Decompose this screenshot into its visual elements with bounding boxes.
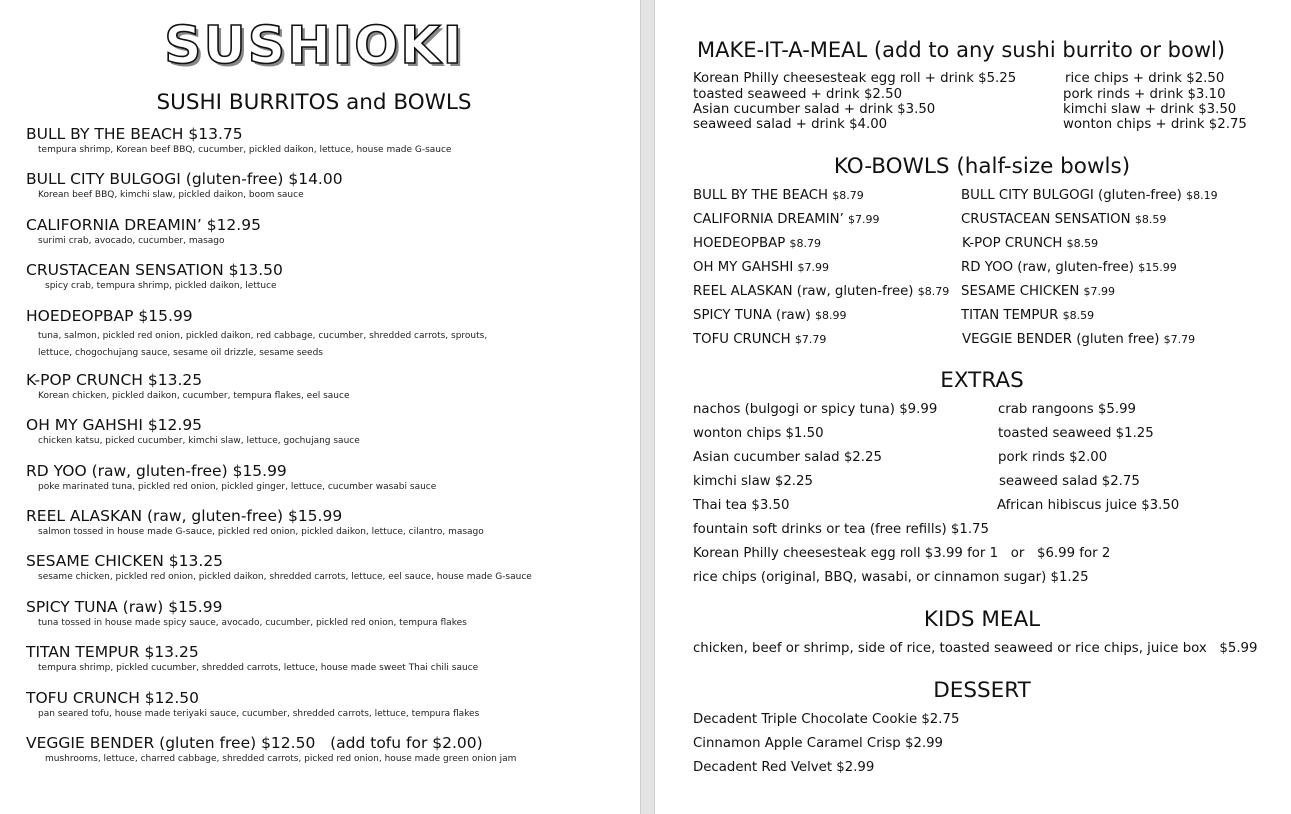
kobowl-name: SESAME CHICKEN bbox=[961, 284, 1080, 299]
kobowl-name: K-POP CRUNCH bbox=[962, 236, 1063, 251]
menu-item bbox=[26, 306, 487, 360]
extra-item: Thai tea $3.50 bbox=[693, 498, 790, 513]
kobowl-price: $7.79 bbox=[1163, 333, 1196, 346]
item-name: CRUSTACEAN SENSATION $13.50 bbox=[26, 261, 283, 279]
kobowl-price: $7.99 bbox=[797, 261, 830, 274]
extra-item: pork rinds $2.00 bbox=[998, 450, 1108, 465]
menu-item bbox=[26, 169, 343, 202]
kobowl-price: $8.59 bbox=[1066, 237, 1099, 250]
item-description: sesame chicken, pickled red onion, pickled daikon, shredded carrots, lettuce, eel sauce, house made G-sauce bbox=[38, 572, 532, 582]
kobowl-item bbox=[961, 308, 1094, 324]
item-description: tempura shrimp, Korean beef BBQ, cucumber, pickled daikon, lettuce, house made G-sauce bbox=[38, 145, 452, 155]
kobowl-item bbox=[693, 236, 821, 252]
extra-item: crab rangoons $5.99 bbox=[998, 402, 1136, 417]
extra-item: kimchi slaw $2.25 bbox=[693, 474, 813, 489]
kobowl-name: HOEDEOPBAP bbox=[693, 236, 786, 251]
kobowl-name: TITAN TEMPUR bbox=[961, 308, 1059, 323]
item-description: tempura shrimp, pickled cucumber, shredded carrots, lettuce, house made sweet Thai chili sauce bbox=[38, 663, 479, 673]
kobowl-item bbox=[961, 212, 1166, 228]
item-name: BULL CITY BULGOGI (gluten-free) $14.00 bbox=[26, 170, 343, 188]
kobowl-price: $15.99 bbox=[1138, 261, 1177, 274]
extra-item: seaweed salad $2.75 bbox=[999, 474, 1140, 489]
kobowl-item bbox=[693, 332, 826, 348]
meal-item: kimchi slaw + drink $3.50 bbox=[1063, 102, 1237, 117]
kobowl-item bbox=[693, 260, 829, 276]
kobowl-name: BULL BY THE BEACH bbox=[693, 188, 829, 203]
item-description: mushrooms, lettuce, charred cabbage, shredded carrots, picked red onion, house made green onion jam bbox=[45, 754, 517, 764]
kobowl-item bbox=[693, 308, 847, 324]
meal-item: wonton chips + drink $2.75 bbox=[1063, 117, 1247, 132]
menu-item bbox=[26, 260, 283, 293]
kobowl-item bbox=[961, 188, 1218, 204]
section-title-kids: KIDS MEAL bbox=[923, 607, 1041, 632]
item-name: RD YOO (raw, gluten-free) $15.99 bbox=[26, 462, 287, 480]
menu-item bbox=[26, 461, 436, 494]
menu-item bbox=[26, 642, 478, 675]
item-description: pan seared tofu, house made teriyaki sauce, cucumber, shredded carrots, lettuce, tempura flakes bbox=[38, 709, 480, 719]
kobowl-name: CALIFORNIA DREAMIN’ bbox=[693, 212, 844, 227]
page-right bbox=[655, 0, 1291, 814]
dessert-item: Cinnamon Apple Caramel Crisp $2.99 bbox=[693, 736, 944, 751]
item-description: surimi crab, avocado, cucumber, masago bbox=[38, 236, 225, 246]
meal-item: Asian cucumber salad + drink $3.50 bbox=[693, 102, 936, 117]
section-title-extras: EXTRAS bbox=[940, 368, 1024, 393]
extra-item: African hibiscus juice $3.50 bbox=[997, 498, 1180, 513]
meal-item: Korean Philly cheesesteak egg roll + drink $5.25 bbox=[693, 71, 1017, 86]
dessert-item: Decadent Triple Chocolate Cookie $2.75 bbox=[693, 712, 960, 727]
kobowl-item bbox=[693, 188, 864, 204]
item-name: OH MY GAHSHI $12.95 bbox=[26, 416, 203, 434]
item-name: SPICY TUNA (raw) $15.99 bbox=[26, 598, 223, 616]
extra-item: toasted seaweed $1.25 bbox=[998, 426, 1154, 441]
meal-item: pork rinds + drink $3.10 bbox=[1063, 87, 1226, 102]
item-name: VEGGIE BENDER (gluten free) $12.50 (add tofu for $2.00) bbox=[26, 734, 483, 752]
menu-item bbox=[26, 597, 467, 630]
kobowl-name: TOFU CRUNCH bbox=[693, 332, 791, 347]
menu-item bbox=[26, 551, 532, 584]
page-gutter bbox=[640, 0, 655, 814]
menu-item bbox=[26, 415, 360, 448]
kobowl-name: BULL CITY BULGOGI (gluten-free) bbox=[961, 188, 1182, 203]
kobowl-price: $8.79 bbox=[789, 237, 821, 250]
kobowl-price: $7.99 bbox=[848, 213, 880, 226]
item-description: Korean beef BBQ, kimchi slaw, pickled daikon, boom sauce bbox=[38, 190, 304, 200]
section-title-meal: MAKE-IT-A-MEAL (add to any sushi burrito or bowl) bbox=[697, 38, 1226, 62]
section-title-burritos: SUSHI BURRITOS and BOWLS bbox=[156, 90, 472, 115]
extra-item: wonton chips $1.50 bbox=[693, 426, 824, 441]
section-title-dessert: DESSERT bbox=[933, 678, 1031, 703]
kids-meal-line: chicken, beef or shrimp, side of rice, toasted seaweed or rice chips, juice box $5.99 bbox=[693, 641, 1258, 656]
brand-logo-title: SUSHIOKI bbox=[164, 16, 464, 76]
item-description: spicy crab, tempura shrimp, pickled daikon, lettuce bbox=[45, 281, 277, 291]
kobowl-price: $8.79 bbox=[832, 189, 864, 202]
kobowl-item bbox=[961, 260, 1177, 276]
extra-item: Asian cucumber salad $2.25 bbox=[693, 450, 882, 465]
item-description: chicken katsu, picked cucumber, kimchi slaw, lettuce, gochujang sauce bbox=[38, 436, 360, 446]
kobowl-name: RD YOO (raw, gluten-free) bbox=[961, 260, 1134, 275]
kobowl-name: OH MY GAHSHI bbox=[693, 260, 794, 275]
item-name: REEL ALASKAN (raw, gluten-free) $15.99 bbox=[26, 507, 343, 525]
item-description: Korean chicken, pickled daikon, cucumber, tempura flakes, eel sauce bbox=[38, 391, 350, 401]
item-name: K-POP CRUNCH $13.25 bbox=[26, 371, 203, 389]
kobowl-price: $8.59 bbox=[1062, 309, 1095, 322]
item-name: TOFU CRUNCH $12.50 bbox=[26, 689, 200, 707]
extra-item-full: rice chips (original, BBQ, wasabi, or cinnamon sugar) $1.25 bbox=[693, 570, 1089, 585]
kobowl-item bbox=[962, 332, 1195, 348]
meal-item: seaweed salad + drink $4.00 bbox=[693, 117, 888, 132]
menu-item bbox=[26, 370, 350, 403]
kobowl-item bbox=[693, 212, 880, 228]
item-name: CALIFORNIA DREAMIN’ $12.95 bbox=[26, 216, 261, 234]
item-description-continued: lettuce, chogochujang sauce, sesame oil drizzle, sesame seeds bbox=[38, 348, 323, 358]
kobowl-price: $8.79 bbox=[917, 285, 950, 298]
item-description: salmon tossed in house made G-sauce, pickled red onion, pickled daikon, lettuce, cilantro, masago bbox=[38, 527, 484, 537]
kobowl-name: VEGGIE BENDER (gluten free) bbox=[962, 332, 1160, 347]
kobowl-item bbox=[961, 284, 1115, 300]
meal-item: rice chips + drink $2.50 bbox=[1065, 71, 1225, 86]
menu-item bbox=[26, 733, 516, 766]
kobowl-price: $8.99 bbox=[815, 309, 847, 322]
kobowl-price: $7.79 bbox=[794, 333, 827, 346]
menu-item bbox=[26, 124, 451, 157]
kobowl-price: $7.99 bbox=[1083, 285, 1116, 298]
section-title-kobowls: KO-BOWLS (half-size bowls) bbox=[833, 154, 1131, 179]
menu-item bbox=[26, 506, 484, 539]
item-name: TITAN TEMPUR $13.25 bbox=[26, 643, 199, 661]
dessert-item: Decadent Red Velvet $2.99 bbox=[693, 760, 875, 775]
extra-item-full: Korean Philly cheesesteak egg roll $3.99 for 1 or $6.99 for 2 bbox=[693, 546, 1111, 561]
item-description: tuna tossed in house made spicy sauce, avocado, cucumber, pickled red onion, tempura flakes bbox=[38, 618, 467, 628]
item-name: SESAME CHICKEN $13.25 bbox=[26, 552, 224, 570]
extra-item-full: fountain soft drinks or tea (free refills) $1.75 bbox=[693, 522, 989, 537]
item-name: BULL BY THE BEACH $13.75 bbox=[26, 125, 243, 143]
page-left bbox=[0, 0, 640, 814]
item-description: tuna, salmon, pickled red onion, pickled daikon, red cabbage, cucumber, shredded carrots, sprouts, bbox=[38, 331, 488, 341]
kobowl-name: REEL ALASKAN (raw, gluten-free) bbox=[693, 284, 914, 299]
kobowl-item bbox=[962, 236, 1098, 252]
kobowl-item bbox=[693, 284, 949, 300]
kobowl-price: $8.59 bbox=[1134, 213, 1167, 226]
extra-item: nachos (bulgogi or spicy tuna) $9.99 bbox=[693, 402, 938, 417]
kobowl-price: $8.19 bbox=[1186, 189, 1218, 202]
item-name: HOEDEOPBAP $15.99 bbox=[26, 307, 193, 325]
menu-item bbox=[26, 215, 261, 248]
meal-item: toasted seaweed + drink $2.50 bbox=[693, 87, 903, 102]
kobowl-name: SPICY TUNA (raw) bbox=[693, 308, 811, 323]
kobowl-name: CRUSTACEAN SENSATION bbox=[961, 212, 1131, 227]
item-description: poke marinated tuna, pickled red onion, pickled ginger, lettuce, cucumber wasabi sauce bbox=[38, 482, 437, 492]
menu-item bbox=[26, 688, 479, 721]
